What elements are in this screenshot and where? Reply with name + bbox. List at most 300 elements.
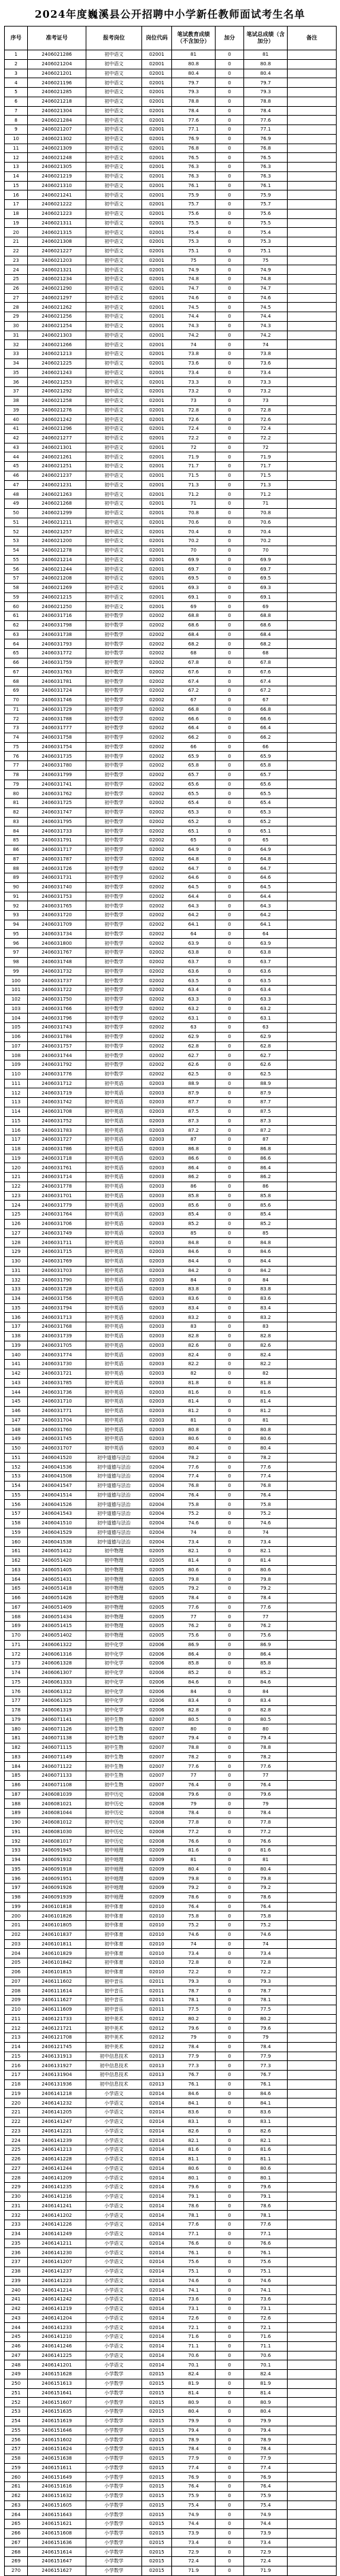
cell-bonus: 0 [216, 2071, 244, 2080]
cell-note [288, 929, 337, 939]
cell-post: 初中英语 [86, 1350, 142, 1360]
cell-post-code: 02005 [142, 1584, 172, 1594]
cell-note [288, 527, 337, 537]
cell-seq: 26 [5, 284, 28, 293]
cell-bonus: 0 [216, 864, 244, 873]
cell-post: 初中数学 [86, 695, 142, 705]
cell-post-code: 02014 [142, 2126, 172, 2136]
table-row [5, 686, 337, 696]
cell-post-code: 02002 [142, 1014, 172, 1023]
table-row [5, 2491, 337, 2500]
cell-written-edu: 85.8 [172, 1659, 216, 1669]
cell-written-total: 77.5 [244, 2005, 288, 2014]
cell-exam-no: 2406061316 [28, 1650, 86, 1659]
cell-bonus: 0 [216, 181, 244, 190]
cell-written-total: 80.2 [244, 2014, 288, 2024]
cell-post-code: 02002 [142, 882, 172, 892]
cell-note [288, 742, 337, 752]
cell-seq: 31 [5, 331, 28, 340]
table-row [5, 1051, 337, 1060]
cell-bonus: 0 [216, 293, 244, 303]
cell-post: 初中体育 [86, 1939, 142, 1949]
table-row [5, 1079, 337, 1088]
table-row [5, 1369, 337, 1378]
cell-bonus: 0 [216, 2323, 244, 2332]
cell-written-edu: 77.4 [172, 2463, 216, 2473]
cell-seq: 161 [5, 1547, 28, 1556]
cell-note [288, 2341, 337, 2351]
table-row [5, 845, 337, 854]
table-row [5, 246, 337, 256]
cell-exam-no: 2406081039 [28, 1790, 86, 1799]
table-row [5, 1388, 337, 1397]
cell-exam-no: 2406021285 [28, 88, 86, 97]
cell-written-total: 74.8 [244, 275, 288, 284]
cell-post-code: 02007 [142, 1715, 172, 1724]
cell-seq: 9 [5, 125, 28, 135]
cell-bonus: 0 [216, 490, 244, 499]
cell-exam-no: 2406081044 [28, 1809, 86, 1818]
cell-written-total: 76.1 [244, 181, 288, 190]
cell-post: 初中英语 [86, 1163, 142, 1173]
cell-note [288, 2407, 337, 2417]
table-row [5, 1173, 337, 1182]
cell-bonus: 0 [216, 592, 244, 602]
cell-seq: 184 [5, 1762, 28, 1771]
table-row [5, 1724, 337, 1734]
cell-written-total: 62.8 [244, 1041, 288, 1051]
cell-bonus: 0 [216, 1416, 244, 1425]
cell-bonus: 0 [216, 508, 244, 518]
cell-note [288, 443, 337, 452]
cell-written-total: 65.2 [244, 817, 288, 826]
cell-exam-no: 2406151621 [28, 2520, 86, 2529]
cell-bonus: 0 [216, 2360, 244, 2370]
cell-written-edu: 84 [172, 1275, 216, 1285]
cell-note [288, 612, 337, 621]
cell-post-code: 02005 [142, 1593, 172, 1603]
cell-written-total: 75.8 [244, 1911, 288, 1921]
cell-post: 初中英语 [86, 1201, 142, 1210]
cell-bonus: 0 [216, 387, 244, 397]
cell-post: 初中物理 [86, 1603, 142, 1612]
cell-written-edu: 77.6 [172, 1603, 216, 1612]
cell-post: 小学数学 [86, 2547, 142, 2557]
cell-note [288, 405, 337, 415]
cell-written-total: 74.6 [244, 293, 288, 303]
cell-post: 初中数学 [86, 1004, 142, 1014]
cell-written-total: 75.6 [244, 2258, 288, 2267]
cell-exam-no: 2406141214 [28, 2286, 86, 2295]
cell-seq: 108 [5, 1051, 28, 1060]
cell-post-code: 02014 [142, 2248, 172, 2258]
cell-written-edu: 84.8 [172, 1238, 216, 1248]
cell-exam-no: 2406141244 [28, 2164, 86, 2173]
cell-exam-no: 2406031778 [28, 1182, 86, 1191]
cell-post-code: 02014 [142, 2351, 172, 2360]
cell-post: 初中英语 [86, 1425, 142, 1435]
cell-exam-no: 2406021215 [28, 592, 86, 602]
cell-note [288, 1135, 337, 1145]
cell-written-edu: 71.2 [172, 490, 216, 499]
cell-exam-no: 2406021301 [28, 443, 86, 452]
cell-seq: 270 [5, 2566, 28, 2575]
cell-written-total: 73.4 [244, 368, 288, 378]
cell-post: 小学语文 [86, 2154, 142, 2164]
cell-seq: 251 [5, 2388, 28, 2398]
cell-note [288, 218, 337, 228]
cell-bonus: 0 [216, 1612, 244, 1622]
cell-bonus: 0 [216, 1892, 244, 1902]
cell-seq: 212 [5, 2024, 28, 2033]
cell-written-total: 73.4 [244, 2538, 288, 2547]
cell-note [288, 378, 337, 387]
table-row [5, 125, 337, 135]
table-row [5, 2379, 337, 2388]
cell-exam-no: 2406091951 [28, 1874, 86, 1884]
cell-post: 初中道德与法治 [86, 1518, 142, 1528]
cell-written-edu: 77.8 [172, 1818, 216, 1827]
cell-post: 初中数学 [86, 789, 142, 799]
cell-post-code: 02002 [142, 929, 172, 939]
cell-bonus: 0 [216, 724, 244, 733]
cell-bonus: 0 [216, 275, 244, 284]
table-row [5, 2313, 337, 2323]
cell-post: 初中语文 [86, 237, 142, 247]
cell-written-edu: 76.6 [172, 1837, 216, 1846]
cell-note [288, 471, 337, 480]
cell-bonus: 0 [216, 957, 244, 967]
cell-bonus: 0 [216, 1809, 244, 1818]
cell-post-code: 02014 [142, 2239, 172, 2248]
cell-written-edu: 69 [172, 602, 216, 612]
cell-post-code: 02002 [142, 799, 172, 808]
cell-written-edu: 72.2 [172, 1967, 216, 1977]
cell-written-edu: 65.6 [172, 780, 216, 789]
table-row [5, 1004, 337, 1014]
cell-seq: 216 [5, 2061, 28, 2071]
cell-exam-no: 2406021284 [28, 116, 86, 125]
cell-post: 初中美术 [86, 2042, 142, 2052]
cell-post-code: 02001 [142, 462, 172, 471]
cell-exam-no: 2406071138 [28, 1734, 86, 1743]
cell-note [288, 462, 337, 471]
cell-post-code: 02002 [142, 761, 172, 771]
cell-post-code: 02001 [142, 480, 172, 490]
cell-post-code: 02012 [142, 2033, 172, 2043]
table-row [5, 2033, 337, 2043]
cell-written-edu: 80 [172, 1724, 216, 1734]
cell-post: 小学数学 [86, 2445, 142, 2454]
cell-note [288, 752, 337, 761]
cell-written-edu: 74.9 [172, 2510, 216, 2520]
cell-post: 初中生物 [86, 1724, 142, 1734]
cell-note [288, 293, 337, 303]
cell-post: 初中地理 [86, 1884, 142, 1893]
cell-bonus: 0 [216, 1331, 244, 1341]
cell-exam-no: 2406021214 [28, 555, 86, 565]
cell-seq: 15 [5, 181, 28, 190]
cell-note [288, 2201, 337, 2211]
table-row [5, 1790, 337, 1799]
cell-seq: 22 [5, 246, 28, 256]
cell-note [288, 1088, 337, 1098]
cell-bonus: 0 [216, 2024, 244, 2033]
cell-note [288, 620, 337, 630]
cell-note [288, 1238, 337, 1248]
table-row [5, 2557, 337, 2566]
cell-post: 初中历史 [86, 1818, 142, 1827]
cell-written-edu: 74.6 [172, 2276, 216, 2286]
cell-note [288, 565, 337, 574]
cell-post: 初中地理 [86, 1864, 142, 1874]
cell-written-edu: 81 [172, 1855, 216, 1864]
cell-note [288, 1612, 337, 1622]
cell-post: 初中数学 [86, 948, 142, 958]
table-row [5, 1163, 337, 1173]
cell-bonus: 0 [216, 1294, 244, 1303]
cell-note [288, 1144, 337, 1154]
cell-seq: 175 [5, 1677, 28, 1687]
cell-seq: 146 [5, 1406, 28, 1416]
cell-post-code: 02014 [142, 2192, 172, 2201]
cell-exam-no: 2406031767 [28, 948, 86, 958]
table-row [5, 387, 337, 397]
cell-post: 初中语文 [86, 284, 142, 293]
cell-note [288, 1069, 337, 1079]
cell-post: 初中数学 [86, 967, 142, 976]
cell-exam-no: 2406031794 [28, 1303, 86, 1313]
cell-written-total: 63.1 [244, 1014, 288, 1023]
cell-bonus: 0 [216, 518, 244, 527]
cell-written-total: 79.6 [244, 1790, 288, 1799]
table-row [5, 1827, 337, 1837]
cell-written-edu: 85.8 [172, 1191, 216, 1201]
cell-written-edu: 82.4 [172, 1350, 216, 1360]
cell-note [288, 2547, 337, 2557]
cell-exam-no: 2406141241 [28, 2201, 86, 2211]
cell-written-total: 73.6 [244, 2295, 288, 2305]
cell-post-code: 02001 [142, 340, 172, 350]
cell-exam-no: 2406031739 [28, 1331, 86, 1341]
cell-bonus: 0 [216, 1864, 244, 1874]
cell-post: 初中数学 [86, 630, 142, 639]
cell-bonus: 0 [216, 2500, 244, 2510]
cell-written-total: 66.4 [244, 724, 288, 733]
cell-post-code: 02004 [142, 1453, 172, 1462]
cell-exam-no: 2406141223 [28, 2276, 86, 2286]
cell-post-code: 02005 [142, 1603, 172, 1612]
cell-bonus: 0 [216, 2014, 244, 2024]
cell-post: 初中语文 [86, 153, 142, 163]
cell-exam-no: 2406141213 [28, 2145, 86, 2155]
cell-written-edu: 79.7 [172, 78, 216, 88]
cell-note [288, 116, 337, 125]
cell-post-code: 02006 [142, 1659, 172, 1669]
cell-note [288, 2398, 337, 2407]
cell-written-edu: 87.3 [172, 1116, 216, 1126]
table-row [5, 546, 337, 555]
cell-exam-no: 2406031763 [28, 667, 86, 677]
cell-exam-no: 2406141235 [28, 2183, 86, 2192]
cell-written-total: 71 [244, 499, 288, 509]
cell-written-edu: 68 [172, 649, 216, 658]
cell-exam-no: 2406021201 [28, 69, 86, 78]
cell-post-code: 02008 [142, 1799, 172, 1809]
cell-post: 初中数学 [86, 976, 142, 986]
cell-note [288, 1967, 337, 1977]
cell-seq: 80 [5, 789, 28, 799]
cell-seq: 73 [5, 724, 28, 733]
table-row [5, 312, 337, 322]
cell-note [288, 452, 337, 462]
table-row [5, 480, 337, 490]
cell-written-total: 77.2 [244, 1827, 288, 1837]
cell-post-code: 02004 [142, 1490, 172, 1500]
table-row [5, 2126, 337, 2136]
cell-written-total: 71.3 [244, 480, 288, 490]
cell-seq: 104 [5, 1014, 28, 1023]
cell-exam-no: 2406151641 [28, 2388, 86, 2398]
cell-written-edu: 63.9 [172, 939, 216, 948]
cell-note [288, 508, 337, 518]
cell-written-total: 64.8 [244, 854, 288, 864]
cell-seq: 165 [5, 1584, 28, 1594]
cell-exam-no: 2406061322 [28, 1640, 86, 1650]
cell-post-code: 02001 [142, 583, 172, 592]
cell-post-code: 02015 [142, 2510, 172, 2520]
cell-note [288, 2286, 337, 2295]
cell-written-total: 64.3 [244, 901, 288, 911]
cell-note [288, 1650, 337, 1659]
table-row [5, 358, 337, 368]
cell-exam-no: 2406071115 [28, 1743, 86, 1752]
cell-bonus: 0 [216, 1593, 244, 1603]
table-row [5, 1911, 337, 1921]
table-row [5, 1210, 337, 1220]
cell-exam-no: 2406101815 [28, 1967, 86, 1977]
cell-written-total: 76.3 [244, 171, 288, 181]
table-row [5, 350, 337, 359]
cell-written-edu: 63.8 [172, 948, 216, 958]
cell-written-edu: 76.1 [172, 181, 216, 190]
cell-exam-no: 2406031722 [28, 986, 86, 995]
cell-written-total: 77.1 [244, 125, 288, 135]
cell-exam-no: 2406031707 [28, 1443, 86, 1453]
cell-post: 初中英语 [86, 1303, 142, 1313]
cell-exam-no: 2406141219 [28, 2304, 86, 2313]
cell-note [288, 2520, 337, 2529]
cell-seq: 217 [5, 2071, 28, 2080]
cell-post: 小学数学 [86, 2370, 142, 2379]
cell-note [288, 424, 337, 434]
cell-exam-no: 2406031713 [28, 1313, 86, 1322]
cell-bonus: 0 [216, 2136, 244, 2145]
cell-exam-no: 2406051405 [28, 1565, 86, 1575]
cell-note [288, 1687, 337, 1696]
cell-seq: 38 [5, 396, 28, 405]
cell-exam-no: 2406021261 [28, 452, 86, 462]
cell-written-edu: 65.7 [172, 770, 216, 780]
cell-bonus: 0 [216, 976, 244, 986]
cell-post: 小学语文 [86, 2276, 142, 2286]
cell-written-total: 82 [244, 1369, 288, 1378]
cell-bonus: 0 [216, 2061, 244, 2071]
cell-exam-no: 2406031703 [28, 1266, 86, 1275]
cell-written-total: 79.1 [244, 2192, 288, 2201]
cell-bonus: 0 [216, 1481, 244, 1490]
cell-exam-no: 2406021219 [28, 171, 86, 181]
table-row [5, 565, 337, 574]
table-row [5, 1537, 337, 1547]
cell-bonus: 0 [216, 612, 244, 621]
cell-post-code: 02009 [142, 1884, 172, 1893]
cell-exam-no: 2406141249 [28, 2229, 86, 2239]
cell-seq: 200 [5, 1911, 28, 1921]
cell-seq: 248 [5, 2360, 28, 2370]
cell-bonus: 0 [216, 1256, 244, 1266]
table-row [5, 1780, 337, 1790]
cell-post: 初中体育 [86, 1949, 142, 1958]
cell-post-code: 02003 [142, 1135, 172, 1145]
cell-post: 初中语文 [86, 78, 142, 88]
table-row [5, 1921, 337, 1930]
cell-seq: 67 [5, 667, 28, 677]
cell-exam-no: 2406021213 [28, 350, 86, 359]
cell-seq: 236 [5, 2248, 28, 2258]
cell-post: 初中语文 [86, 508, 142, 518]
cell-written-total: 71.9 [244, 452, 288, 462]
cell-seq: 228 [5, 2173, 28, 2183]
cell-exam-no: 2406141209 [28, 2173, 86, 2183]
table-row [5, 742, 337, 752]
cell-note [288, 2192, 337, 2201]
cell-bonus: 0 [216, 1855, 244, 1864]
cell-bonus: 0 [216, 1406, 244, 1416]
cell-post-code: 02015 [142, 2473, 172, 2482]
cell-written-total: 78.1 [244, 2211, 288, 2220]
table-row [5, 2042, 337, 2052]
cell-written-total: 81.6 [244, 2145, 288, 2155]
cell-seq: 69 [5, 686, 28, 696]
cell-written-total: 66.6 [244, 714, 288, 724]
cell-note [288, 88, 337, 97]
cell-written-total: 62.5 [244, 1069, 288, 1079]
cell-post-code: 02003 [142, 1210, 172, 1220]
cell-bonus: 0 [216, 2557, 244, 2566]
cell-written-total: 73.6 [244, 358, 288, 368]
cell-written-edu: 62.8 [172, 1041, 216, 1051]
cell-bonus: 0 [216, 799, 244, 808]
table-row [5, 817, 337, 826]
cell-written-total: 76.6 [244, 2239, 288, 2248]
cell-written-total: 81.8 [244, 1378, 288, 1388]
cell-note [288, 537, 337, 546]
cell-post: 初中语文 [86, 50, 142, 60]
cell-seq: 238 [5, 2266, 28, 2276]
cell-note [288, 2005, 337, 2014]
cell-seq: 154 [5, 1481, 28, 1490]
cell-written-edu: 63 [172, 1023, 216, 1033]
cell-written-total: 65.5 [244, 789, 288, 799]
table-row [5, 948, 337, 958]
cell-post-code: 02006 [142, 1640, 172, 1650]
table-row [5, 1575, 337, 1584]
cell-exam-no: 2406041538 [28, 1537, 86, 1547]
cell-post: 初中数学 [86, 780, 142, 789]
table-row [5, 882, 337, 892]
table-body [5, 50, 337, 2576]
